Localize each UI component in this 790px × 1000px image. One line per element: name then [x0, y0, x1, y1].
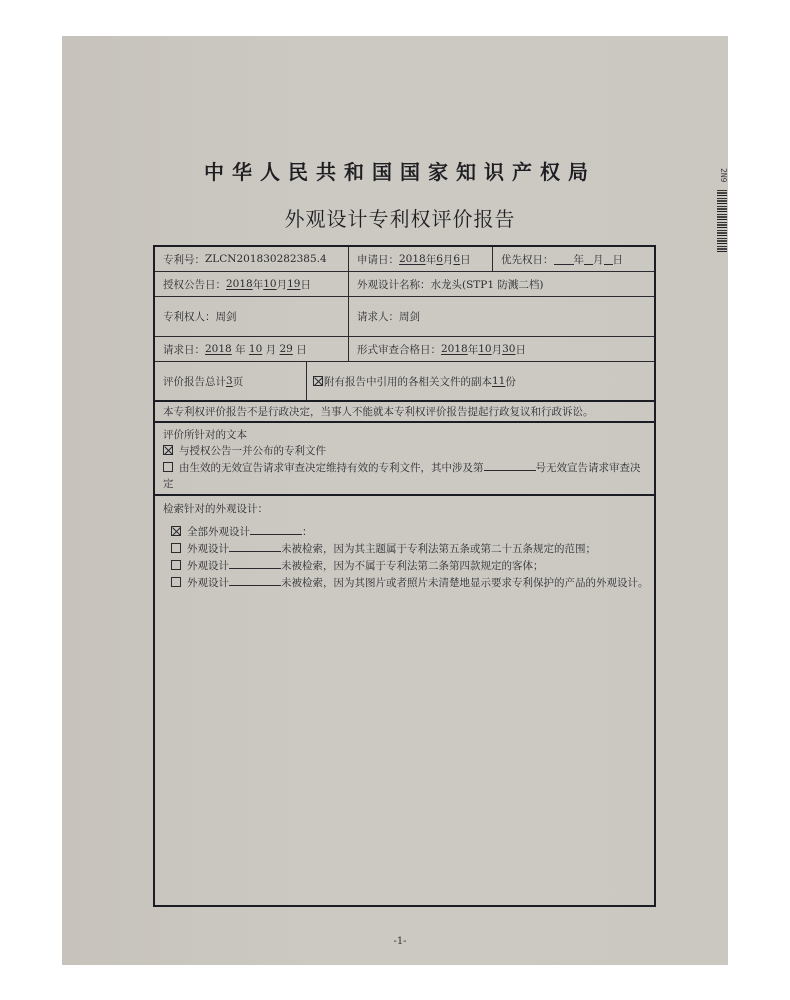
year-unit: 年	[425, 253, 437, 266]
requester-label: 请求人：	[357, 311, 399, 323]
form-row-report-pages	[155, 362, 654, 402]
formal-exam-year: 2018	[441, 343, 468, 355]
pages-unit: 页	[232, 375, 244, 388]
option-1-label: 与授权公告一并公布的专利文件	[179, 445, 326, 457]
year-unit: 年	[231, 343, 249, 356]
search-option-2	[163, 541, 646, 558]
evaluated-text-block	[155, 423, 654, 496]
patent-number-label: 专利号：	[163, 253, 205, 266]
month-unit: 月	[442, 253, 454, 266]
search-option-4-label: 外观设计	[187, 577, 229, 589]
search-option-3-checkbox[interactable]	[171, 560, 181, 570]
search-option-1-suffix: ：	[302, 526, 313, 538]
patentee-value: 周剑	[215, 311, 237, 323]
priority-date-cell	[492, 247, 654, 271]
month-unit: 月	[276, 278, 288, 291]
design-name-label: 外观设计名称：	[357, 278, 431, 291]
attachments-label: 附有报告中引用的各相关文件的副本	[324, 375, 492, 388]
total-pages-label: 评价报告总计	[163, 375, 226, 388]
request-date-cell	[155, 337, 348, 361]
search-option-2-reason: 未被检索，因为其主题属于专利法第五条或第二十五条规定的范围；	[281, 543, 596, 555]
application-month: 6	[436, 253, 443, 265]
formal-exam-date-cell	[348, 337, 654, 361]
page-number: -1-	[393, 936, 407, 947]
copies-unit: 份	[505, 375, 516, 388]
design-number-blank	[229, 541, 281, 552]
option-2-label-after: 号无效宣告请求审查决	[535, 462, 641, 474]
option-2-label-before: 由生效的无效宣告请求审查决定维持有效的专利文件，其中涉及第	[179, 462, 484, 474]
day-unit: 日	[612, 253, 623, 266]
evaluated-text-heading: 评价所针对的文本	[163, 429, 247, 441]
option-2-checkbox[interactable]	[163, 462, 173, 472]
application-year: 2018	[399, 253, 426, 265]
day-unit: 日	[292, 343, 307, 356]
form-row-parties	[155, 297, 654, 337]
month-unit: 月	[593, 253, 604, 266]
formal-exam-date-label: 形式审查合格日：	[357, 343, 441, 356]
request-month: 10	[248, 343, 263, 355]
patentee-label: 专利权人：	[163, 311, 216, 323]
search-option-2-label: 外观设计	[187, 543, 229, 555]
search-option-4	[163, 575, 649, 592]
grant-year: 2018	[226, 278, 253, 290]
grant-date-label: 授权公告日：	[163, 278, 226, 291]
search-option-1	[163, 524, 646, 541]
search-option-3-reason: 未被检索，因为不属于专利法第二条第四款规定的客体；	[281, 560, 544, 572]
design-number-blank	[250, 524, 302, 535]
request-day: 29	[279, 343, 293, 355]
evaluated-text-option-2	[163, 460, 646, 477]
search-option-2-checkbox[interactable]	[171, 543, 181, 553]
application-day: 6	[453, 253, 461, 265]
report-title: 外观设计专利权评价报告	[284, 207, 516, 231]
evaluation-form	[153, 245, 656, 907]
form-row-dates	[155, 337, 654, 362]
side-label: 2N9	[719, 168, 728, 183]
patentee-cell	[155, 297, 348, 336]
total-pages-cell	[155, 362, 306, 400]
notice-cell	[155, 402, 654, 421]
application-date-cell	[348, 247, 492, 271]
form-row-patent-info	[155, 247, 654, 272]
search-option-3-label: 外观设计	[187, 560, 229, 572]
option-2-label-wrap: 定	[163, 478, 174, 490]
search-option-4-reason: 未被检索，因为其图片或者照片未清楚地显示要求专利保护的产品的外观设计。	[281, 577, 649, 589]
search-scope-section	[155, 496, 654, 905]
total-pages-value: 3	[226, 375, 233, 387]
grant-day: 19	[287, 278, 301, 290]
notice-text: 本专利权评价报告不是行政决定，当事人不能就本专利权评价报告提起行政复议和行政诉讼。	[163, 406, 594, 418]
search-option-1-checkbox[interactable]	[171, 526, 181, 536]
application-date-label: 申请日：	[357, 253, 399, 266]
search-option-3	[163, 558, 646, 575]
evaluated-text-section	[155, 423, 654, 496]
attachments-cell	[306, 362, 654, 400]
attachments-checkbox[interactable]	[313, 376, 323, 386]
year-unit: 年	[467, 343, 479, 356]
priority-month-blank	[584, 254, 593, 265]
request-year: 2018	[205, 343, 232, 355]
decision-number-blank	[484, 460, 536, 471]
search-option-1-label: 全部外观设计	[187, 526, 250, 538]
design-number-blank	[229, 575, 281, 586]
priority-date-label: 优先权日：	[501, 253, 554, 266]
search-scope-block	[155, 496, 654, 596]
day-unit: 日	[300, 278, 311, 291]
request-date-label: 请求日：	[163, 343, 205, 356]
design-name-value: 水龙头(STP1 防溅二档)	[430, 278, 544, 291]
requester-cell	[348, 297, 654, 336]
day-unit: 日	[515, 343, 526, 356]
year-unit: 年	[573, 253, 584, 266]
form-row-notice	[155, 402, 654, 423]
grant-date-cell	[155, 272, 348, 296]
grant-month: 10	[263, 278, 277, 290]
formal-exam-month: 10	[478, 343, 492, 355]
priority-year-blank	[554, 254, 574, 265]
priority-day-blank	[604, 254, 613, 265]
month-unit: 月	[262, 343, 280, 356]
patent-number-value: ZLCN201830282385.4	[205, 253, 327, 265]
design-number-blank	[229, 558, 281, 569]
patent-number-cell	[155, 247, 348, 271]
formal-exam-day: 30	[502, 343, 516, 355]
organization-heading: 中华人民共和国国家知识产权局	[204, 160, 596, 184]
barcode-icon	[717, 190, 727, 252]
year-unit: 年	[252, 278, 264, 291]
month-unit: 月	[491, 343, 503, 356]
attachments-count: 11	[492, 375, 506, 387]
option-1-checkbox[interactable]	[163, 445, 173, 455]
evaluated-text-option-1	[163, 443, 646, 460]
form-row-grant-info	[155, 272, 654, 297]
requester-value: 周剑	[399, 311, 420, 323]
search-scope-heading: 检索针对的外观设计：	[163, 503, 268, 515]
design-name-cell	[348, 272, 654, 296]
search-option-4-checkbox[interactable]	[171, 577, 181, 587]
day-unit: 日	[460, 253, 471, 266]
